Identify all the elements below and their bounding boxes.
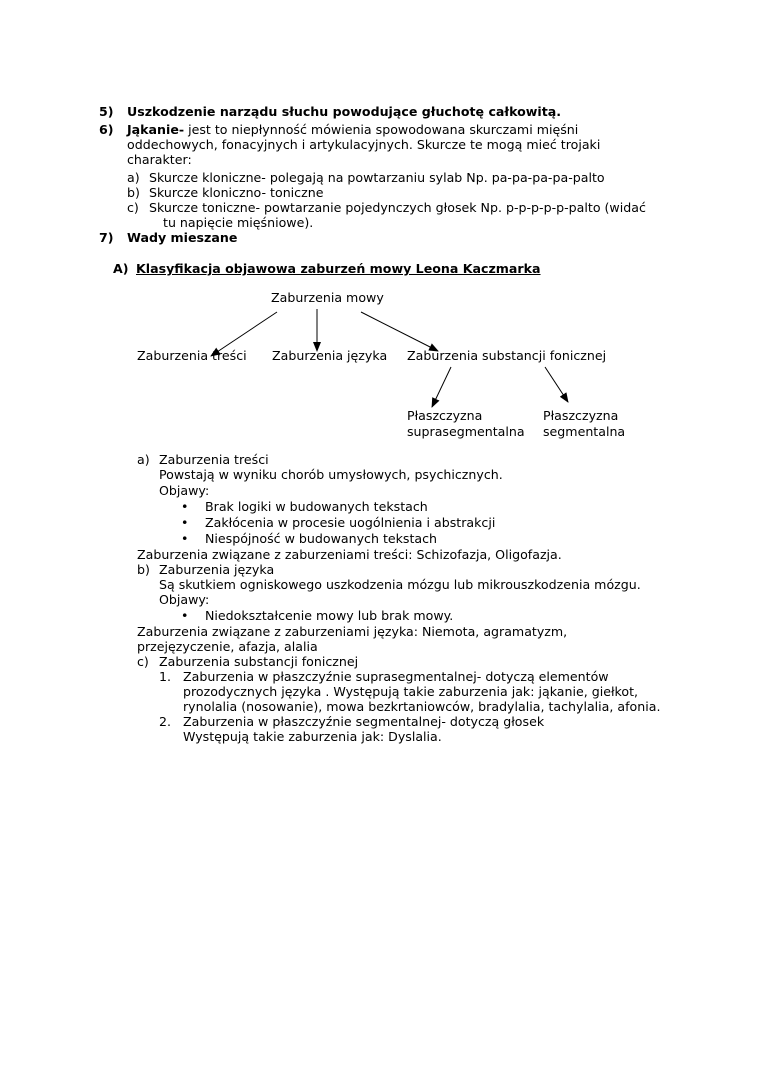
sub-c-text-line1: Skurcze toniczne- powtarzanie pojedynczych głosek Np. p-p-p-p-p-palto (widać: [149, 200, 646, 215]
detail-c-item1-line3: rynolalia (nosowanie), mowa bezkrtaniowców, bradylalia, tachylalia, afonia.: [183, 699, 661, 714]
arrow-to-substancji: [361, 312, 438, 351]
diagram-leaf-supra-line1: Płaszczyzna: [407, 408, 483, 423]
detail-a-bullet-3: Niespójność w budowanych tekstach: [205, 531, 438, 546]
item-6-line2: oddechowych, fonacyjnych i artykulacyjnych. Skurcze te mogą mieć trojaki: [127, 137, 601, 152]
diagram-child-jezyka: Zaburzenia języka: [272, 348, 388, 363]
diagram-child-tresci: Zaburzenia treści: [137, 348, 247, 363]
arrow-to-tresci: [211, 312, 277, 356]
diagram-leaf-seg-line2: segmentalna: [543, 424, 626, 439]
detail-b-related-line1: Zaburzenia związane z zaburzeniami języka: Niemota, agramatyzm,: [137, 624, 568, 639]
bullet-icon: •: [181, 499, 189, 514]
item-6-term: Jąkanie-: [127, 122, 185, 137]
detail-c-item1-line1: Zaburzenia w płaszczyźnie suprasegmentalnej- dotyczą elementów: [183, 669, 609, 684]
item-5-number: 5): [99, 104, 114, 119]
detail-b-bullet-1: Niedokształcenie mowy lub brak mowy.: [205, 608, 454, 623]
diagram-leaf-supra-line2: suprasegmentalna: [407, 424, 525, 439]
bullet-icon: •: [181, 608, 189, 623]
detail-b-desc: Są skutkiem ogniskowego uszkodzenia mózgu lub mikrouszkodzenia mózgu.: [159, 577, 641, 592]
detail-c-item2-line1: Zaburzenia w płaszczyźnie segmentalnej- dotyczą głosek: [183, 714, 545, 729]
section-a-label: A): [113, 261, 129, 276]
item-5-text: Uszkodzenie narządu słuchu powodujące głuchotę całkowitą.: [127, 104, 562, 119]
detail-c-letter: c): [137, 654, 149, 669]
sub-b-text: Skurcze kloniczno- toniczne: [149, 185, 324, 200]
detail-c-item1-line2: prozodycznych języka . Występują takie zaburzenia jak: jąkanie, giełkot,: [183, 684, 639, 699]
item-7-number: 7): [99, 230, 114, 245]
section-a-title: Klasyfikacja objawowa zaburzeń mowy Leona Kaczmarka: [136, 261, 541, 276]
arrow-to-suprasegmentalna: [432, 367, 451, 407]
detail-a-related: Zaburzenia związane z zaburzeniami treści: Schizofazja, Oligofazja.: [137, 547, 562, 562]
sub-c-letter: c): [127, 200, 139, 215]
sub-a-letter: a): [127, 170, 140, 185]
detail-b-title: Zaburzenia języka: [159, 562, 275, 577]
detail-a-bullet-2: Zakłócenia w procesie uogólnienia i abstrakcji: [205, 515, 496, 530]
bullet-icon: •: [181, 515, 189, 530]
sub-a-text: Skurcze kloniczne- polegają na powtarzaniu sylab Np. pa-pa-pa-pa-palto: [149, 170, 605, 185]
bullet-icon: •: [181, 531, 189, 546]
detail-a-objawy: Objawy:: [159, 483, 210, 498]
diagram-root: Zaburzenia mowy: [271, 290, 384, 305]
detail-c-item2-line2: Występują takie zaburzenia jak: Dyslalia.: [183, 729, 442, 744]
detail-c-title: Zaburzenia substancji fonicznej: [159, 654, 359, 669]
item-6-text: jest to niepłynność mówienia spowodowana skurczami mięśni: [184, 122, 579, 137]
detail-b-related-line2: przejęzyczenie, afazja, alalia: [137, 639, 318, 654]
item-7-text: Wady mieszane: [127, 230, 238, 245]
diagram-child-substancji: Zaburzenia substancji fonicznej: [407, 348, 607, 363]
detail-c-num-2: 2.: [159, 714, 172, 729]
detail-a-desc: Powstają w wyniku chorób umysłowych, psychicznych.: [159, 467, 503, 482]
detail-a-title: Zaburzenia treści: [159, 452, 269, 467]
sub-b-letter: b): [127, 185, 140, 200]
detail-a-letter: a): [137, 452, 150, 467]
detail-a-bullet-1: Brak logiki w budowanych tekstach: [205, 499, 428, 514]
item-6-line3: charakter:: [127, 152, 192, 167]
sub-c-text-line2: tu napięcie mięśniowe).: [163, 215, 314, 230]
diagram-leaf-seg-line1: Płaszczyzna: [543, 408, 619, 423]
detail-c-num-1: 1.: [159, 669, 172, 684]
arrow-to-segmentalna: [545, 367, 568, 402]
item-6-number: 6): [99, 122, 114, 137]
detail-b-letter: b): [137, 562, 150, 577]
detail-b-objawy: Objawy:: [159, 592, 210, 607]
